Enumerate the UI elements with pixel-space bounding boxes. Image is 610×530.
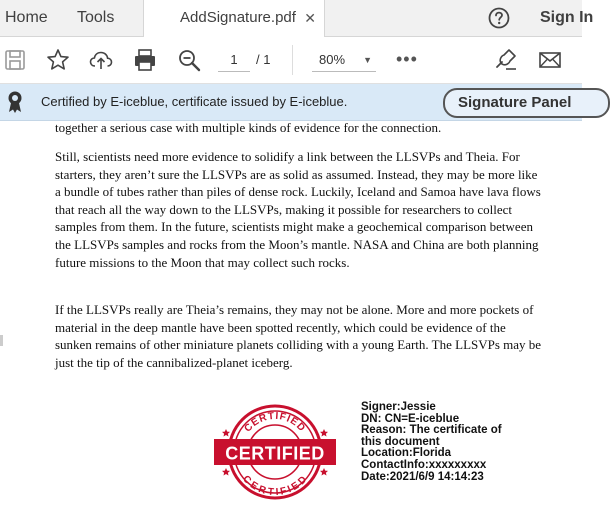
svg-text:CERTIFIED xyxy=(240,474,310,498)
certificate-ribbon-icon xyxy=(6,90,24,114)
paragraph-evidence: Still, scientists need more evidence to solidify a link between the LLSVPs and Theia. For starters, they aren’t sure the LLSVPs are as solid as assumed. Instead, they may be more like a bundle of tubes rather than piles of dense rock. Luckily, Iceland and Samoa have lava flows that reach all the way down to the LLSVPs, making it possible for researchers to collect samples from them. In the future, scientists might make a geochemical comparison between the LLSVPs samples and rocks from the Moon’s mantle. NASA and China are both planning future missions to the Moon that may collect such rocks. xyxy=(55,149,541,270)
certificate-bar xyxy=(0,84,582,121)
location-line: Location:Florida xyxy=(361,447,452,460)
scroll-marker xyxy=(0,335,3,346)
reason-line: Reason: The certificate of xyxy=(361,424,502,437)
tab-tools[interactable]: Tools xyxy=(77,9,115,26)
document-tab-title: AddSignature.pdf xyxy=(180,9,296,26)
star-icon[interactable] xyxy=(45,47,71,73)
svg-text:CERTIFIED xyxy=(242,411,307,435)
zoom-select[interactable] xyxy=(312,49,376,72)
document-view[interactable] xyxy=(0,121,582,530)
page-number-input[interactable]: 1 xyxy=(218,49,250,72)
upload-icon[interactable] xyxy=(88,47,114,73)
stamp-center-text: CERTIFIED xyxy=(225,443,325,464)
page-total: / 1 xyxy=(256,52,271,67)
paragraph-intro: together a serious case with multiple kinds of evidence for the connection. xyxy=(55,120,442,135)
signature-info xyxy=(361,402,502,483)
sign-in-link[interactable]: Sign In xyxy=(540,9,594,26)
save-icon[interactable] xyxy=(2,47,28,73)
tab-bar xyxy=(0,0,594,37)
certified-stamp xyxy=(212,402,338,502)
contact-line: ContactInfo:xxxxxxxxx xyxy=(361,458,487,471)
sign-icon[interactable] xyxy=(492,47,518,73)
stamp-bottom-text: CERTIFIED xyxy=(240,473,310,499)
tab-home[interactable]: Home xyxy=(5,9,48,26)
tab-document[interactable] xyxy=(143,0,325,37)
zoom-value: 80% xyxy=(319,52,346,67)
certificate-message: Certified by E-iceblue, certificate issued by E-iceblue. xyxy=(41,94,348,109)
toolbar-separator xyxy=(292,45,293,75)
reason-line-2: this document xyxy=(361,435,440,448)
close-tab-icon[interactable]: ✕ xyxy=(304,10,316,26)
paragraph-remains: If the LLSVPs really are Theia’s remains, they may not be alone. More and more pockets of material in the deep mantle have been spotted recently, which could be evidence of the sunken remains of other miniature planets colliding with a young Earth. The LLSVPs may be just the tip of the cannibalized-planet iceberg. xyxy=(55,302,542,370)
help-icon[interactable] xyxy=(488,7,510,29)
mail-icon[interactable] xyxy=(537,47,563,73)
dn-line: DN: CN=E-iceblue xyxy=(361,412,460,425)
signature-panel-button[interactable]: Signature Panel xyxy=(443,88,610,118)
print-icon[interactable] xyxy=(132,47,158,73)
date-line: Date:2021/6/9 14:14:23 xyxy=(361,470,484,483)
chevron-down-icon: ▼ xyxy=(363,55,372,65)
zoom-out-icon[interactable] xyxy=(176,47,202,73)
stamp-top-text: CERTIFIED xyxy=(242,410,308,435)
signer-line: Signer:Jessie xyxy=(361,401,436,413)
more-tools-icon[interactable]: ••• xyxy=(396,49,418,69)
toolbar xyxy=(0,37,582,84)
